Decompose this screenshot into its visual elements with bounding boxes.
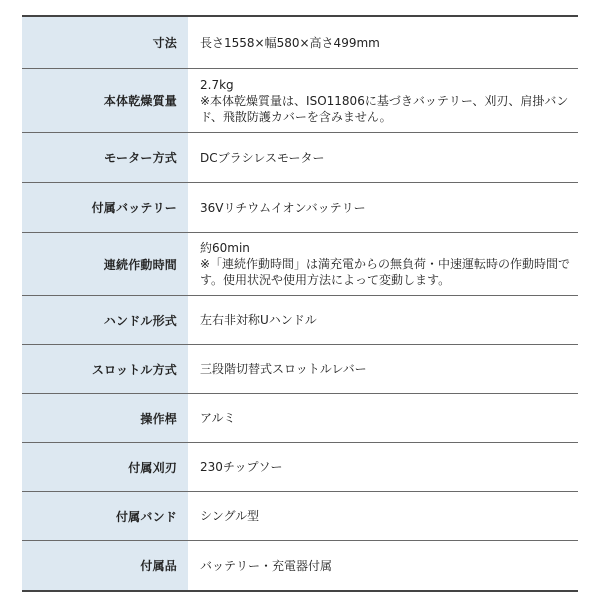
- spec-note: ※「連続作動時間」は満充電からの無負荷・中速運転時の作動時間です。使用状況や使用方法によって変動します。: [200, 257, 571, 287]
- spec-row-shaft: [22, 394, 578, 443]
- spec-label: モーター方式: [22, 133, 188, 182]
- spec-label: 寸法: [22, 17, 188, 68]
- spec-value-cell: [188, 296, 578, 344]
- spec-label: 連続作動時間: [22, 233, 188, 295]
- spec-label: 本体乾燥質量: [22, 69, 188, 132]
- spec-value: 約60min: [200, 241, 250, 255]
- spec-value: DCブラシレスモーター: [200, 150, 325, 165]
- spec-value-cell: [188, 233, 578, 295]
- spec-label: 付属バッテリー: [22, 183, 188, 232]
- spec-value: バッテリー・充電器付属: [200, 558, 333, 573]
- spec-value-cell: [188, 17, 578, 68]
- spec-value-cell: [188, 541, 578, 590]
- spec-value-cell: [188, 345, 578, 393]
- spec-table: [22, 15, 578, 592]
- spec-row-runtime: [22, 233, 578, 296]
- spec-value-cell: [188, 394, 578, 442]
- spec-value: 左右非対称Uハンドル: [200, 313, 317, 327]
- spec-value: シングル型: [200, 509, 260, 523]
- spec-row-motor-type: [22, 133, 578, 183]
- spec-value: 長さ1558×幅580×高さ499mm: [200, 35, 380, 50]
- spec-label: 付属品: [22, 541, 188, 590]
- spec-row-throttle: [22, 345, 578, 394]
- spec-value: 2.7kg: [200, 77, 234, 92]
- spec-value-cell: [188, 69, 578, 132]
- spec-label: 付属刈刃: [22, 443, 188, 491]
- spec-value-cell: [188, 183, 578, 232]
- spec-value-cell: [188, 133, 578, 182]
- spec-value-cell: [188, 492, 578, 540]
- spec-row-band: [22, 492, 578, 541]
- spec-label: ハンドル形式: [22, 296, 188, 344]
- spec-row-handle-type: [22, 296, 578, 345]
- spec-label: スロットル方式: [22, 345, 188, 393]
- spec-value: 230チップソー: [200, 460, 283, 474]
- spec-label: 付属バンド: [22, 492, 188, 540]
- spec-value-cell: [188, 443, 578, 491]
- spec-value: 36Vリチウムイオンバッテリー: [200, 200, 366, 215]
- spec-row-blade: [22, 443, 578, 492]
- spec-label: 操作桿: [22, 394, 188, 442]
- spec-row-battery: [22, 183, 578, 233]
- spec-row-dimensions: [22, 17, 578, 69]
- spec-note: ※本体乾燥質量は、ISO11806に基づきバッテリー、刈刃、肩掛バンド、飛散防護カバーを含みません。: [200, 93, 569, 124]
- spec-row-dry-weight: [22, 69, 578, 133]
- spec-value: アルミ: [200, 411, 236, 425]
- spec-row-accessories: [22, 541, 578, 590]
- spec-value: 三段階切替式スロットルレバー: [200, 362, 367, 376]
